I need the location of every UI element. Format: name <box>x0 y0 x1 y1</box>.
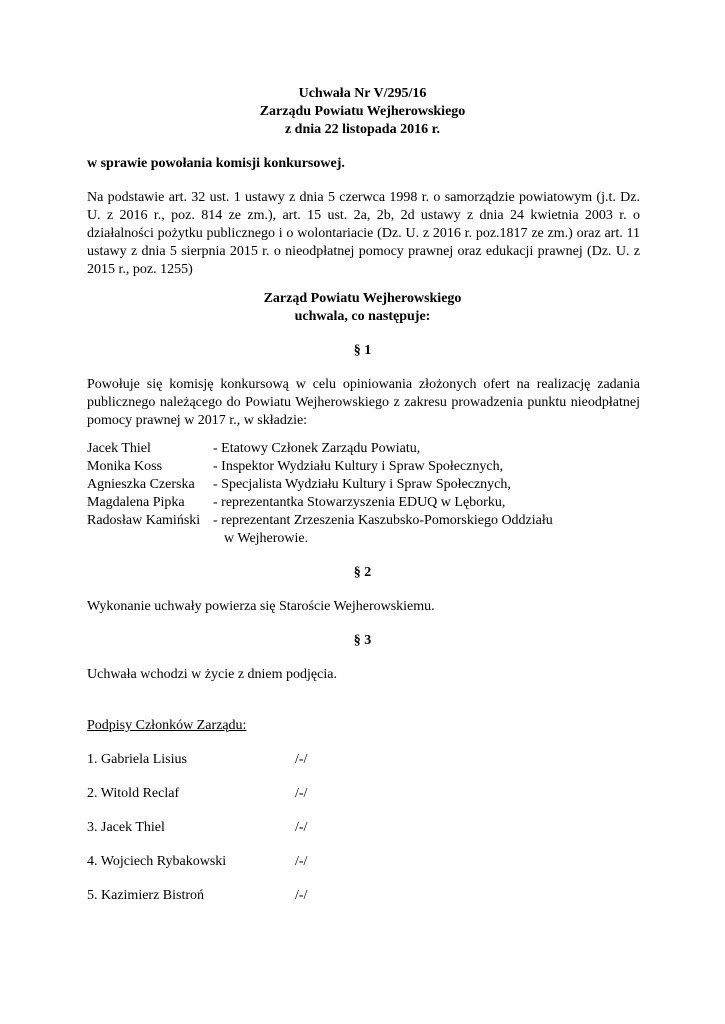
section-3-heading: § 3 <box>353 633 372 648</box>
committee-member-name: Agnieszka Czerska <box>87 477 195 492</box>
resolution-title: Uchwała Nr V/295/16 <box>298 86 427 101</box>
resolution-date: z dnia 22 listopada 2016 r. <box>284 122 441 137</box>
signature-mark: /-/ <box>295 854 308 869</box>
resolution-subject: w sprawie powołania komisji konkursowej. <box>87 156 345 171</box>
committee-member-role: - Etatowy Członek Zarządu Powiatu, <box>213 441 421 456</box>
signature-mark: /-/ <box>295 888 308 903</box>
committee-member-role: - Inspektor Wydziału Kultury i Spraw Społecznych, <box>213 459 504 474</box>
section-2-heading: § 2 <box>353 565 372 580</box>
section-1-heading: § 1 <box>353 343 372 358</box>
committee-member-name: Magdalena Pipka <box>87 495 185 510</box>
signatures-heading: Podpisy Członków Zarządu: <box>87 718 247 733</box>
legal-basis-paragraph: Na podstawie art. 32 ust. 1 ustawy z dnia 5 czerwca 1998 r. o samorządzie powiatowym (j.t. Dz. U. z 2016 r., poz. 814 ze zm.), art. 15 ust. 2a, 2b, 2d ustawy z dnia 24 kwietnia 2003 r. o działalności pożytku publicznego i o wolontariacie (Dz. U. z 2016 r. poz.1817 ze zm.) oraz art. 11 ustawy z dnia 5 sierpnia 2015 r. o nieodpłatnej pomocy prawnej oraz edukacji prawnej (Dz. U. z 2015 r., poz. 1255) <box>87 190 640 277</box>
signature-member-name: 3. Jacek Thiel <box>87 820 165 835</box>
resolution-issuer: Zarządu Powiatu Wejherowskiego <box>259 104 466 119</box>
section-2-text: Wykonanie uchwały powierza się Staroście Wejherowskiemu. <box>87 599 435 614</box>
committee-member-name: Radosław Kamiński <box>87 513 201 528</box>
signature-member-name: 5. Kazimierz Bistroń <box>87 888 205 903</box>
committee-member-role: - Specjalista Wydziału Kultury i Spraw Społecznych, <box>213 477 511 492</box>
resolves-line-1: Zarząd Powiatu Wejherowskiego <box>263 291 462 306</box>
signature-member-name: 2. Witold Reclaf <box>87 786 180 801</box>
section-1-text: Powołuje się komisję konkursową w celu opiniowania złożonych ofert na realizację zadania publicznego należącego do Powiatu Wejherowskiego z zakresu prowadzenia punktu nieodpłatnej pomocy prawnej w 2017 r., w składzie: <box>87 377 640 428</box>
committee-member-name: Monika Koss <box>87 459 163 474</box>
signature-mark: /-/ <box>295 786 308 801</box>
signature-member-name: 4. Wojciech Rybakowski <box>87 854 227 869</box>
signature-mark: /-/ <box>295 752 308 767</box>
section-3-text: Uchwała wchodzi w życie z dniem podjęcia. <box>87 667 337 682</box>
resolves-line-2: uchwala, co następuje: <box>294 309 431 324</box>
committee-member-name: Jacek Thiel <box>87 441 151 456</box>
committee-member-role: - reprezentantka Stowarzyszenia EDUQ w Lęborku, <box>213 495 506 510</box>
committee-member-role-continued: w Wejherowie. <box>224 531 309 546</box>
committee-member-role: - reprezentant Zrzeszenia Kaszubsko-Pomorskiego Oddziału <box>213 513 553 528</box>
signature-member-name: 1. Gabriela Lisius <box>87 752 187 767</box>
signature-mark: /-/ <box>295 820 308 835</box>
